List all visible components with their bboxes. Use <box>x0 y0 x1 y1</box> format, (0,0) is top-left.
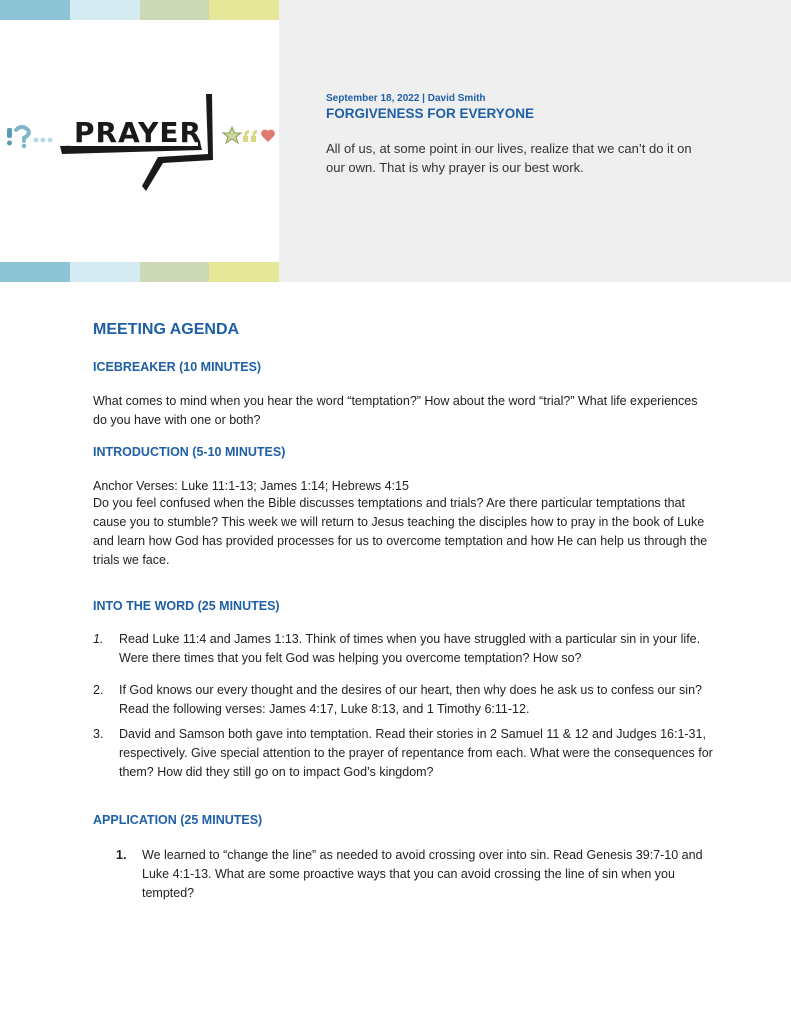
exclamation-icon <box>7 128 12 146</box>
list-item <box>93 725 713 782</box>
prayer-logo-text: PRAYER <box>74 116 203 149</box>
intro-text: All of us, at some point in our lives, realize that we can’t do it on our own. That is why prayer is our best work. <box>326 141 692 175</box>
logo-panel <box>0 0 279 282</box>
icebreaker-heading: ICEBREAKER (10 MINUTES) <box>93 360 262 374</box>
list-text: David and Samson both gave into temptation. Read their stories in 2 Samuel 11 & 12 and Judges 16:1-31, respectively. Give special attention to the prayer of repentance from each. What were the consequences for them? How did they still go on to impact God’s kingdom? <box>119 727 713 779</box>
list-item <box>93 630 713 668</box>
stripe-green <box>140 0 210 20</box>
list-number: 3. <box>93 727 104 741</box>
heart-icon <box>261 130 275 142</box>
list-text: We learned to “change the line” as needed to avoid crossing over into sin. Read Genesis 39:7-10 and Luke 4:1-13. What are some proactive ways that you can avoid crossing the line of sin when you tempted? <box>142 848 703 900</box>
stripe-lightblue <box>70 262 140 282</box>
list-number: 2. <box>93 683 104 697</box>
stripe-blue <box>0 0 70 20</box>
stripe-yellow <box>209 262 279 282</box>
anchor-verses: Anchor Verses: Luke 11:1-13; James 1:14; Hebrews 4:15 <box>93 479 409 493</box>
quote-icon <box>243 130 257 142</box>
question-icon <box>16 127 29 148</box>
introduction-text: Do you feel confused when the Bible discusses temptations and trials? Are there particular temptations that cause you to stumble? This week we will return to Jesus teaching the disciples how to pray in the book of Luke and learn how God has provided processes for us to overcome temptation and how He can help us through the trials we face. <box>93 496 708 567</box>
application-heading: APPLICATION (25 MINUTES) <box>93 813 263 827</box>
stripe-green <box>140 262 210 282</box>
stripe-blue <box>0 262 70 282</box>
list-item <box>116 846 713 903</box>
list-text: Read Luke 11:4 and James 1:13. Think of times when you have struggled with a particular sin in your life. Were there times that you felt God was helping you overcome temptation? How so? <box>119 632 701 665</box>
star-icon <box>223 127 241 143</box>
top-color-stripe <box>0 0 279 20</box>
icebreaker-text: What comes to mind when you hear the word “temptation?” How about the word “trial?” What life experiences do you have with one or both? <box>93 394 698 427</box>
stripe-lightblue <box>70 0 140 20</box>
header <box>0 0 791 282</box>
introduction-heading: INTRODUCTION (5-10 MINUTES) <box>93 445 286 459</box>
list-number: 1. <box>93 632 104 646</box>
bottom-color-stripe <box>0 262 279 282</box>
list-text: If God knows our every thought and the desires of our heart, then why does he ask us to confess our sin? Read the following verses: James 4:17, Luke 8:13, and 1 Timothy 6:11-12. <box>119 683 702 716</box>
into-the-word-heading: INTO THE WORD (25 MINUTES) <box>93 599 280 613</box>
ellipsis-icon <box>34 138 53 143</box>
date-author: September 18, 2022 | David Smith <box>326 93 486 104</box>
list-number: 1. <box>116 848 127 862</box>
agenda-title: MEETING AGENDA <box>93 321 240 338</box>
page-title: FORGIVENESS FOR EVERYONE <box>326 106 535 121</box>
stripe-yellow <box>209 0 279 20</box>
list-item <box>93 681 713 719</box>
